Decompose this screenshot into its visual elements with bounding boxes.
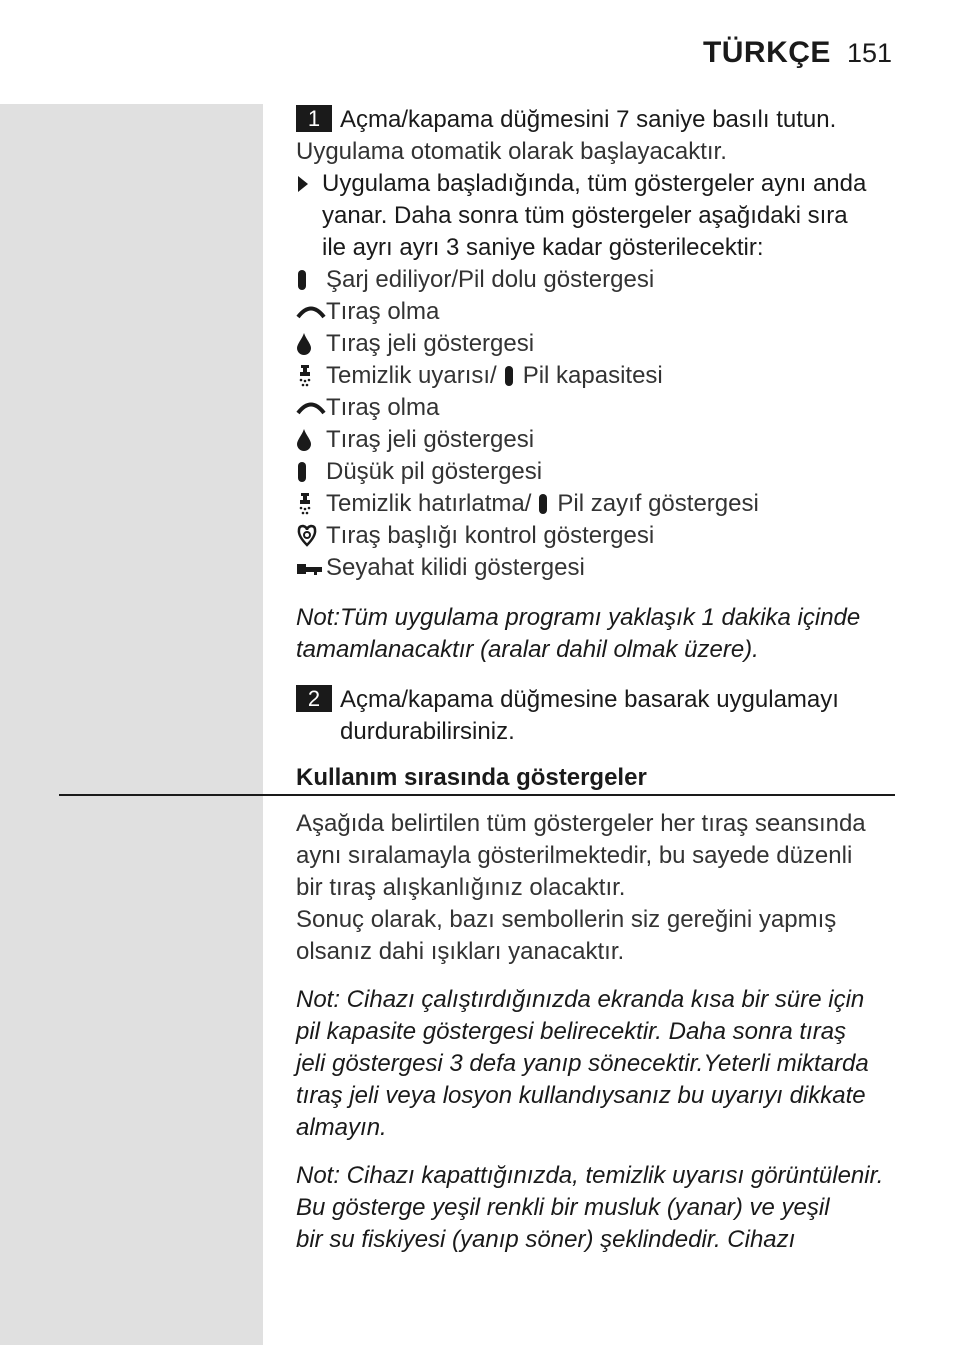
note-line: tıraş jeli veya losyon kullandıysanız bu uyarıyı dikkate (296, 1082, 866, 1109)
indicator-item (296, 328, 896, 360)
note-line: Not: Cihazı kapattığınızda, temizlik uyarısı görüntülenir. (296, 1162, 884, 1189)
section-heading: Kullanım sırasında göstergeler (296, 764, 647, 791)
note-line: pil kapasite göstergesi belirecektir. Daha sonra tıraş (296, 1018, 847, 1045)
note-1 (296, 602, 896, 666)
indicator-label: Şarj ediliyor/Pil dolu göstergesi (326, 266, 655, 293)
indicator-item (296, 264, 896, 296)
gray-sidebar (0, 104, 263, 1345)
drop-icon (296, 428, 326, 452)
note-line: tamamlanacaktır (aralar dahil olmak üzere). (296, 636, 759, 663)
battery-icon (537, 492, 557, 516)
bullet-text (322, 168, 866, 264)
indicator-label: Tıraş jeli göstergesi (326, 426, 535, 453)
paragraph-line: Aşağıda belirtilen tüm göstergeler her tıraş seansında (296, 810, 866, 837)
paragraph-line: bir tıraş alışkanlığınız olacaktır. (296, 874, 626, 901)
section-divider (59, 794, 895, 796)
indicator-label: Tıraş olma (326, 298, 440, 325)
indicator-label: Temizlik hatırlatma/ (326, 490, 532, 517)
bullet-line: yanar. Daha sonra tüm göstergeler aşağıdaki sıra (322, 202, 848, 229)
indicator-list (296, 264, 896, 584)
note-line: Bu gösterge yeşil renkli bir musluk (yanar) ve yeşil (296, 1194, 830, 1221)
battery-icon (296, 268, 326, 292)
faucet-icon (296, 492, 326, 516)
step-1-subtext: Uygulama otomatik olarak başlayacaktır. (296, 138, 727, 165)
section-content (296, 808, 896, 1256)
indicator-item (296, 360, 896, 392)
shaving-arc-icon (296, 304, 326, 320)
indicator-item (296, 456, 896, 488)
note-line: bir su fiskiyesi (yanıp söner) şeklindedir. Cihazı (296, 1226, 796, 1253)
note-line: almayın. (296, 1114, 387, 1141)
lock-key-icon (296, 560, 326, 576)
paragraph-1 (296, 808, 896, 968)
page-number: 151 (846, 38, 892, 68)
step-1-text: Açma/kapama düğmesini 7 saniye basılı tutun. (340, 106, 837, 133)
note-line: Not:Tüm uygulama programı yaklaşık 1 dakika içinde (296, 604, 861, 631)
indicator-item (296, 424, 896, 456)
bullet-marker-icon (296, 168, 322, 264)
step-2 (296, 684, 896, 748)
step-1 (296, 104, 896, 136)
indicator-label: Temizlik uyarısı/ (326, 362, 497, 389)
indicator-label: Tıraş olma (326, 394, 440, 421)
page-header (703, 36, 892, 70)
indicator-label: Seyahat kilidi göstergesi (326, 554, 585, 581)
indicator-label: Düşük pil göstergesi (326, 458, 543, 485)
paragraph-line: aynı sıralamayla gösterilmektedir, bu sayede düzenli (296, 842, 853, 869)
note-line: Not: Cihazı çalıştırdığınızda ekranda kısa bir süre için (296, 986, 865, 1013)
bullet-line: Uygulama başladığında, tüm göstergeler aynı anda (322, 170, 867, 197)
battery-icon (296, 460, 326, 484)
bullet-line: ile ayrı ayrı 3 saniye kadar gösterilecektir: (322, 234, 764, 261)
bullet-item (296, 168, 896, 264)
step-2-text-cont: durdurabilirsiniz. (340, 718, 515, 745)
indicator-item (296, 488, 896, 520)
indicator-label: Pil zayıf göstergesi (557, 490, 759, 517)
indicator-item (296, 520, 896, 552)
shaving-arc-icon (296, 400, 326, 416)
step-2-text: Açma/kapama düğmesine basarak uygulamayı (340, 686, 839, 713)
paragraph-line: olsanız dahi ışıkları yanacaktır. (296, 938, 625, 965)
main-content (296, 104, 896, 794)
note-line: jeli göstergesi 3 defa yanıp sönecektir.Yeterli miktarda (296, 1050, 869, 1077)
note-2 (296, 984, 896, 1144)
paragraph-line: Sonuç olarak, bazı sembollerin siz gereğini yapmış (296, 906, 837, 933)
indicator-item (296, 392, 896, 424)
indicator-label: Pil kapasitesi (522, 362, 663, 389)
battery-icon (503, 364, 523, 388)
note-3 (296, 1160, 896, 1256)
step-number-badge: 2 (296, 685, 332, 712)
indicator-item (296, 296, 896, 328)
indicator-item (296, 552, 896, 584)
indicator-label: Tıraş başlığı kontrol göstergesi (326, 522, 655, 549)
shaving-head-icon (296, 524, 326, 548)
faucet-icon (296, 364, 326, 388)
indicator-label: Tıraş jeli göstergesi (326, 330, 535, 357)
step-number-badge: 1 (296, 105, 332, 132)
language-label: TÜRKÇE (702, 36, 831, 69)
drop-icon (296, 332, 326, 356)
